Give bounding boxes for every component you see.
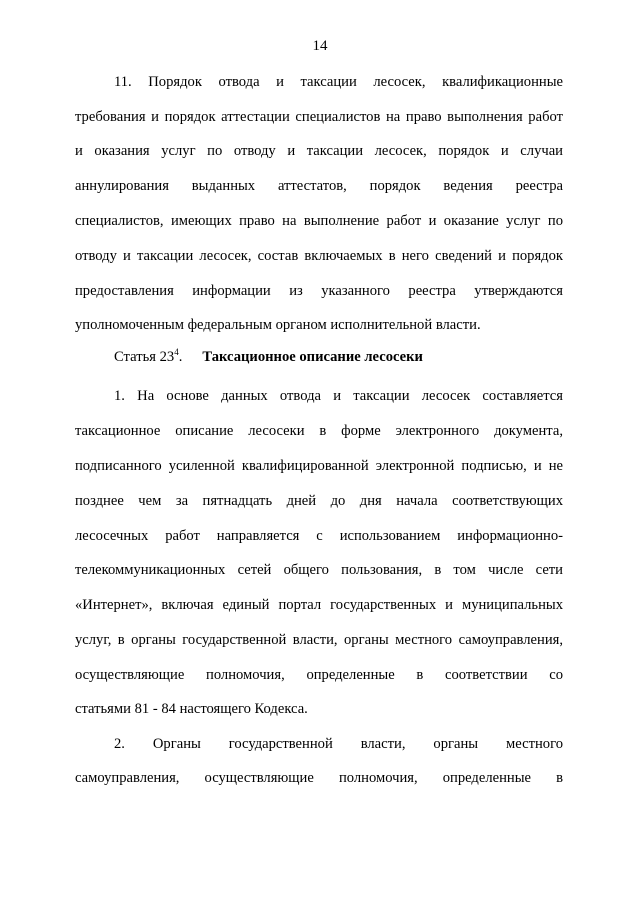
- text-line: подписанного усиленной квалифицированной электронной подписью, и не: [75, 458, 563, 474]
- text-line: предоставления информации из указанного реестра утверждаются: [75, 283, 563, 299]
- text-line: лесосечных работ направляется с использованием информационно-: [75, 528, 563, 544]
- text-line: специалистов, имеющих право на выполнение работ и оказание услуг по: [75, 213, 563, 229]
- text-line: позднее чем за пятнадцать дней до дня начала соответствующих: [75, 493, 563, 509]
- text-line: самоуправления, осуществляющие полномочия, определенные в: [75, 770, 563, 786]
- text-line: телекоммуникационных сетей общего пользования, в том числе сети: [75, 562, 563, 578]
- text-line: и оказания услуг по отводу и таксации лесосек, порядок и случаи: [75, 143, 563, 159]
- text-line: 1. На основе данных отвода и таксации лесосек составляется: [114, 388, 563, 404]
- text-line: «Интернет», включая единый портал государственных и муниципальных: [75, 597, 563, 613]
- text-line: 11. Порядок отвода и таксации лесосек, квалификационные: [114, 74, 563, 90]
- text-line: осуществляющие полномочия, определенные в соответствии со: [75, 667, 563, 683]
- text-line: аннулирования выданных аттестатов, порядок ведения реестра: [75, 178, 563, 194]
- text-line: статьями 81 - 84 настоящего Кодекса.: [75, 701, 308, 717]
- text-line: уполномоченным федеральным органом исполнительной власти.: [75, 317, 481, 333]
- article-number: Статья $23^4$.: [114, 347, 183, 365]
- text-line: требования и порядок аттестации специалистов на право выполнения работ: [75, 109, 563, 125]
- text-line: отводу и таксации лесосек, состав включаемых в него сведений и порядок: [75, 248, 563, 264]
- page-number: 14: [312, 38, 328, 54]
- text-line: 2. Органы государственной власти, органы местного: [114, 736, 563, 752]
- text-line: услуг, в органы государственной власти, органы местного самоуправления,: [75, 632, 563, 648]
- article-title: Таксационное описание лесосеки: [202, 349, 423, 365]
- article-heading: [114, 342, 423, 367]
- text-line: таксационное описание лесосеки в форме электронного документа,: [75, 423, 563, 439]
